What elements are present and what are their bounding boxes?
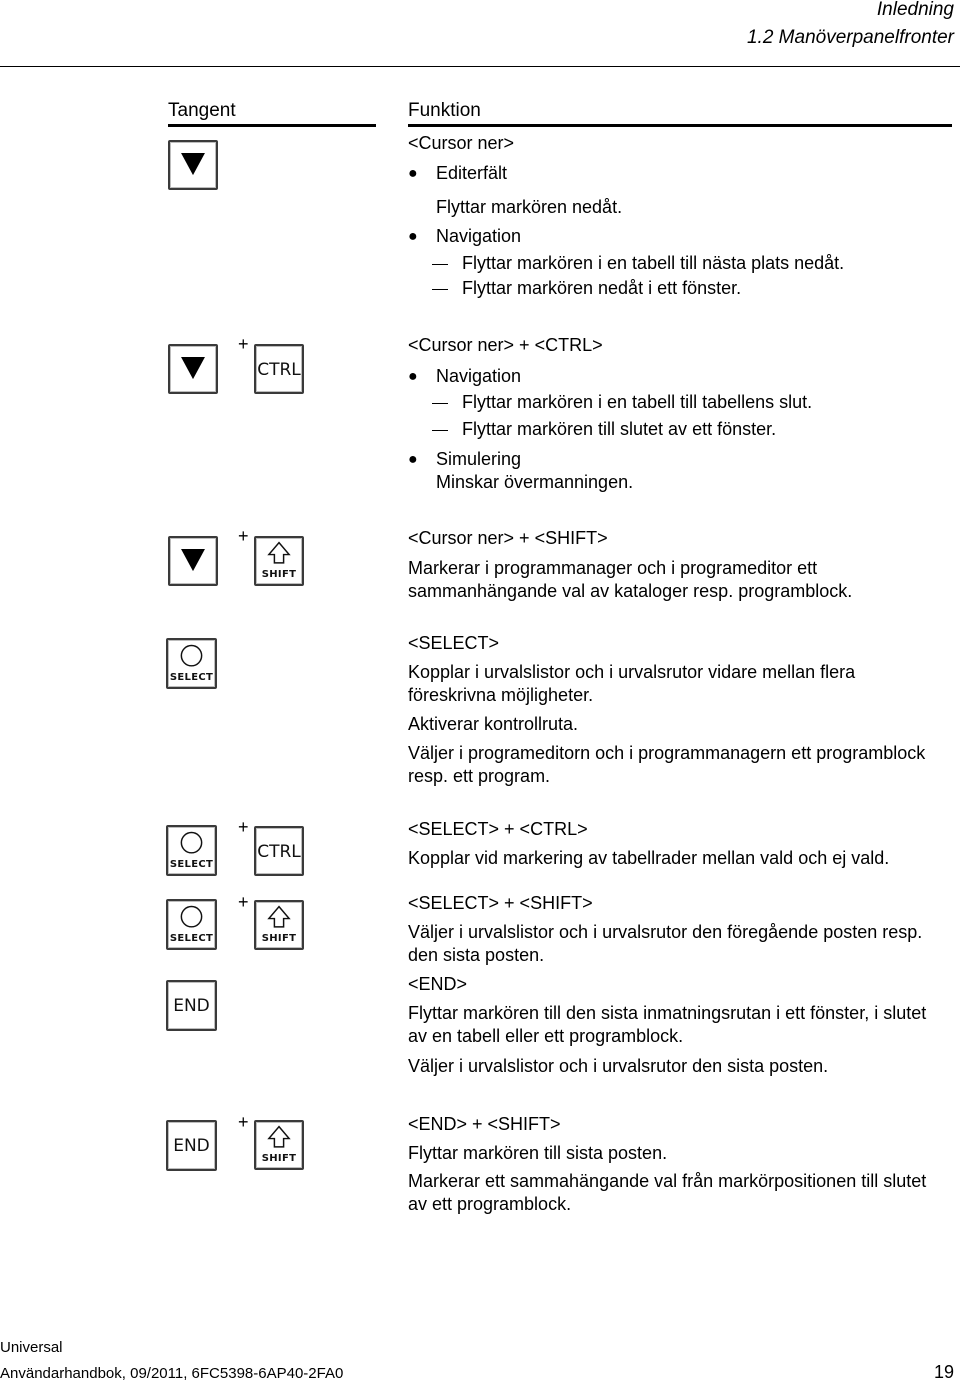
row2-bullet1: Navigation [436, 366, 522, 386]
plus-sign: + [238, 1112, 249, 1132]
row1-bullet1: Editerfält [436, 163, 508, 183]
row1-bullet2: Navigation [436, 226, 522, 246]
ctrl-key-label: CTRL [257, 360, 301, 380]
down-triangle-icon [170, 142, 216, 188]
dash-marker [432, 430, 448, 431]
row7-text1: Flyttar markören till den sista inmatningsrutan i ett fönster, i slutet av en tabell eller ett programblock. [408, 1003, 927, 1046]
row2-dash2: Flyttar markören till slutet av ett fönster. [462, 419, 777, 439]
ctrl-key-label: CTRL [257, 842, 301, 862]
end-key-label: END [173, 1136, 210, 1156]
row7-text2: Väljer i urvalslistor och i urvalsrutor den sista posten. [408, 1056, 829, 1076]
bullet-dot: ● [408, 165, 418, 182]
shift-key [254, 1120, 304, 1170]
bullet-dot: ● [408, 451, 418, 468]
row3-title: <Cursor ner> + <SHIFT> [408, 528, 608, 548]
row2-dash1: Flyttar markören i en tabell till tabellens slut. [462, 392, 813, 412]
end-key [166, 980, 217, 1031]
row8-text1: Flyttar markören till sista posten. [408, 1143, 668, 1163]
shift-key [254, 900, 304, 950]
row2-title: <Cursor ner> + <CTRL> [408, 335, 603, 355]
shift-key [254, 536, 304, 586]
cursor-down-key [168, 140, 218, 190]
row1-dash2: Flyttar markören nedåt i ett fönster. [462, 278, 742, 298]
row1-title: <Cursor ner> [408, 133, 515, 153]
end-key-label: END [173, 996, 210, 1016]
shift-key-label: SHIFT [261, 569, 297, 580]
shift-key-label: SHIFT [261, 933, 297, 944]
row1-dash1: Flyttar markören i en tabell till nästa plats nedåt. [462, 253, 845, 273]
bullet-dot: ● [408, 368, 418, 385]
row2-bullet2-text: Minskar övermanningen. [436, 472, 634, 492]
plus-sign: + [238, 892, 249, 912]
row8-text2: Markerar ett sammahängande val från markörpositionen till slutet av ett programblock. [408, 1171, 927, 1214]
footer-product: Universal [0, 1339, 63, 1356]
dash-marker [432, 403, 448, 404]
select-key-label: SELECT [169, 672, 214, 683]
down-triangle-icon [170, 346, 216, 392]
table-header-rule-right [408, 124, 952, 127]
cursor-down-key [168, 536, 218, 586]
dash-marker [432, 289, 448, 290]
plus-sign: + [238, 817, 249, 837]
row4-title: <SELECT> [408, 633, 500, 653]
header-divider [0, 66, 960, 67]
page-number: 19 [933, 1362, 954, 1382]
select-key-label: SELECT [169, 859, 214, 870]
row4-text2: Aktiverar kontrollruta. [408, 714, 579, 734]
row3-text: Markerar i programmanager och i programeditor ett sammanhängande val av kataloger resp. programblock. [408, 558, 853, 601]
bullet-dot: ● [408, 228, 418, 245]
select-key [166, 638, 217, 689]
chapter-title: Inledning [876, 0, 954, 20]
dash-marker [432, 264, 448, 265]
footer-manual-info: Användarhandbok, 09/2011, 6FC5398-6AP40-2FA0 [0, 1365, 344, 1382]
shift-key-label: SHIFT [261, 1153, 297, 1164]
ctrl-key [254, 344, 304, 394]
row5-title: <SELECT> + <CTRL> [408, 819, 588, 839]
select-key [166, 825, 217, 876]
cursor-down-key [168, 344, 218, 394]
down-triangle-icon [170, 538, 216, 584]
column-header-key: Tangent [168, 100, 236, 121]
row2-bullet2: Simulering [436, 449, 522, 469]
ctrl-key [254, 826, 304, 876]
row6-title: <SELECT> + <SHIFT> [408, 893, 593, 913]
row8-title: <END> + <SHIFT> [408, 1114, 561, 1134]
table-header-rule-left [168, 124, 376, 127]
row4-text1: Kopplar i urvalslistor och i urvalsrutor vidare mellan flera föreskrivna möjligheter. [408, 662, 856, 705]
select-key-label: SELECT [169, 933, 214, 944]
plus-sign: + [238, 334, 249, 354]
row7-title: <END> [408, 974, 468, 994]
row4-text3: Väljer i programeditorn och i programmanagern ett programblock resp. ett program. [408, 743, 926, 786]
row5-text: Kopplar vid markering av tabellrader mellan vald och ej vald. [408, 848, 890, 868]
row1-bullet1-text: Flyttar markören nedåt. [436, 197, 623, 217]
row6-text: Väljer i urvalslistor och i urvalsrutor den föregående posten resp. den sista posten. [408, 922, 923, 965]
end-key [166, 1120, 217, 1171]
plus-sign: + [238, 526, 249, 546]
section-title: 1.2 Manöverpanelfronter [746, 27, 954, 48]
select-key [166, 899, 217, 950]
column-header-function: Funktion [408, 100, 481, 121]
